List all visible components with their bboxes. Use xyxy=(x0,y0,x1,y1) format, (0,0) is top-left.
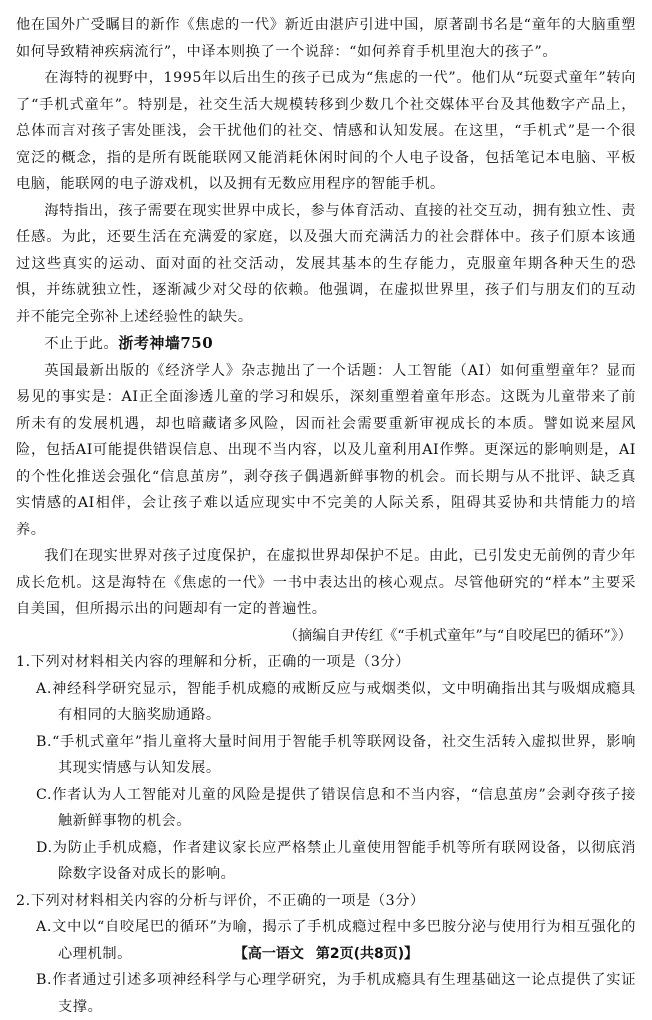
passage-paragraph: 海特指出，孩子需要在现实世界中成长，参与体育活动、直接的社交互动，拥有独立性、责任感。为此，还要生活在充满爱的家庭，以及强大而充满活力的社会群体中。孩子们原本该通过这些真实的运动、面对面的社交活动，发展其基本的生存能力，克服童年期各种天生的恐惧，并练就独立性，逐渐减少对父母的依赖。他强调，在虚拟世界里，孩子们与朋友们的互动并不能完全弥补上述经验性的缺失。 xyxy=(16,202,636,325)
question-stem: 1.下列对材料相关内容的理解和分析，正确的一项是（3分） xyxy=(16,654,411,670)
passage-paragraph: 我们在现实世界对孩子过度保护，在虚拟世界却保护不足。由此，已引发史无前例的青少年成长危机。这是海特在《焦虑的一代》一书中表达出的核心观点。尽管他研究的“样本”主要采自美国，但所揭示出的问题却有一定的普遍性。 xyxy=(16,548,636,617)
option-d: D.为防止手机成瘾，作者建议家长应严格禁止儿童使用智能手机等所有联网设备，以彻底消除数字设备对成长的影响。 xyxy=(36,839,636,882)
passage-paragraph: 英国最新出版的《经济学人》杂志抛出了一个话题：人工智能（AI）如何重塑童年？显而易见的事实是：AI正全面渗透儿童的学习和娱乐，深刻重塑着童年形态。这既为儿童带来了前所未有的发展机遇，却也暗藏诸多风险，因而社会需要重新审视成长的本质。譬如说来屋风险，包括AI可能提供错误信息、出现不当内容，以及儿童利用AI作弊。更深远的影响则是，AI的个性化推送会强化“信息茧房”，剥夺孩子偶遇新鲜事物的机会。而长期与从不批评、缺乏真实情感的AI相伴，会让孩子难以适应现实中不完美的人际关系，阻碍其妥协和共情能力的培养。 xyxy=(16,362,636,538)
option-b: B.作者通过引述多项神经科学与心理学研究，为手机成瘾具有生理基础这一论点提供了实证支撑。 xyxy=(36,972,636,1015)
footer-page-number: 第2页(共8页)】 xyxy=(315,946,419,962)
option-b: B.“手机式童年”指儿童将大量时间用于智能手机等联网设备，社交生活转入虚拟世界，影响其现实情感与认知发展。 xyxy=(36,733,636,776)
passage-paragraph: 他在国外广受瞩目的新作《焦虑的一代》新近由湛庐引进中国，原著副书名是“童年的大脑重塑如何导致精神疾病流行”，中译本则换了一个说辞：“如何养育手机里泡大的孩子”。 xyxy=(16,17,636,60)
option-c: C.作者认为人工智能对儿童的风险是提供了错误信息和不当内容，“信息茧房”会剥夺孩子接触新鲜事物的机会。 xyxy=(36,786,636,829)
handwritten-watermark: 浙考神墙750 xyxy=(118,334,214,352)
source-citation: （摘编自尹传红《“手机式童年”与“自咬尾巴的循环”》） xyxy=(283,627,632,644)
passage-text: 不止于此。 xyxy=(44,336,119,352)
option-a: A.神经科学研究显示，智能手机成瘾的戒断反应与戒烟类似，文中明确指出其与吸烟成瘾具有相同的大脑奖励通路。 xyxy=(36,680,636,723)
option-a: A.文中以“自咬尾巴的循环”为喻，揭示了手机成瘾过程中多巴胺分泌与使用行为相互强化的心理机制。 xyxy=(36,919,636,962)
passage-paragraph: 在海特的视野中，1995年以后出生的孩子已成为“焦虑的一代”。他们从“玩耍式童年”转向了“手机式童年”。特别是，社交生活大规模转移到少数几个社交媒体平台及其他数字产品上，总体而言对孩子害处匪浅，会干扰他们的社交、情感和认知发展。在这里，“手机式”是一个很宽泛的概念，指的是所有既能联网又能消耗休闲时间的个人电子设备，包括笔记本电脑、平板电脑，能联网的电子游戏机，以及拥有无数应用程序的智能手机。 xyxy=(16,70,636,192)
footer-subject: 【高一语文 xyxy=(233,946,304,962)
passage-paragraph xyxy=(16,330,636,358)
page-footer xyxy=(0,943,652,963)
question-stem: 2.下列对材料相关内容的分析与评价，不正确的一项是（3分） xyxy=(16,892,425,909)
